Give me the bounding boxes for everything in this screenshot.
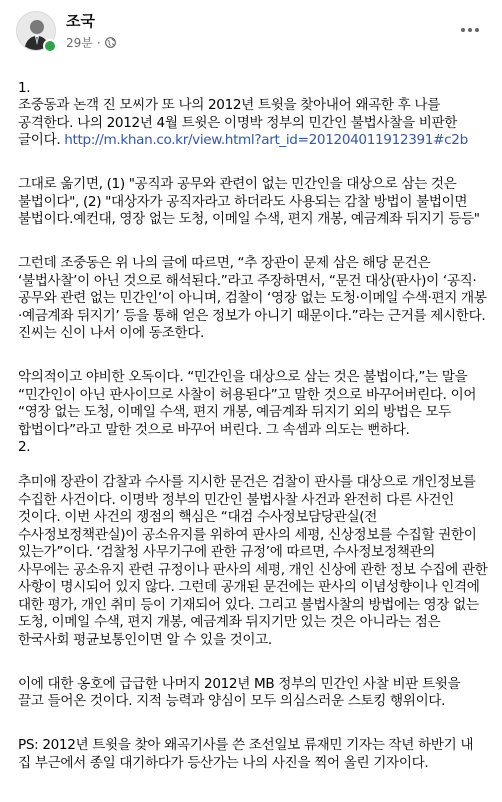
meta-separator: · (96, 35, 101, 50)
author-name[interactable]: 조국 (66, 12, 95, 30)
post-body (18, 62, 488, 799)
globe-icon[interactable] (105, 37, 116, 48)
more-options-icon[interactable] (458, 20, 482, 40)
post-paragraph-7: PS: 2012년 트윗을 찾아 왜곡기사를 쓴 조선일보 류재민 기자는 작년 하반기 내 집 부근에서 종일 대기하다가 등산가는 나의 사진을 찍어 올린 기자이다. (18, 737, 474, 771)
post-meta (66, 34, 116, 51)
paragraph-text: 1. 조중동과 논객 진 모씨가 또 나의 2012년 트윗을 찾아내어 왜곡한 후 나를 공격한다. 나의 2012년 4월 트윗은 이명박 정부의 민간인 불법사찰을 비판한 글이다. (18, 79, 458, 148)
post-time[interactable]: 29분 (66, 36, 93, 50)
post-paragraph-6: 이에 대한 옹호에 급급한 나머지 2012년 MB 정부의 민간인 사찰 비판 트윗을 끌고 들어온 것이다. 지적 능력과 양심이 모두 의심스러운 스토킹 행위이다. (18, 675, 461, 709)
more-dot (475, 28, 479, 32)
post-paragraph-1 (18, 80, 488, 150)
more-dot (461, 28, 465, 32)
post-paragraph-2: 그대로 옮기면, (1) "공직과 공무와 관련이 없는 민간인을 대상으로 삼는 것은 불법이다", (2) "대상자가 공직자라고 하더라도 사용되는 감찰 방법이 불법이면 불법이다.예컨대, 영장 없는 도청, 이메일 수색, 편지 개봉, 예금계좌 뒤지기 등등" (18, 176, 480, 227)
article-link[interactable]: http://m.khan.co.kr/view.html?art_id=201204011912391#c2b (64, 132, 468, 148)
post-header (0, 0, 502, 62)
post-paragraph-4: 악의적이고 야비한 오독이다. “민간인을 대상으로 삼는 것은 불법이다,”는 말을 “민간인이 아닌 판사이므로 사찰이 허용된다”고 말한 것으로 바꾸어버린다. 이어 “영장 없는 도청, 이메일 수색, 편지 개봉, 예금계좌 뒤지기 외의 방법은 모두 합법이다”라고 말한 것으로 바꾸어 버린다. 그 속셈과 의도는 뻔하다. 2. (18, 369, 477, 455)
more-dot (468, 28, 472, 32)
post-paragraph-3: 그런데 조중동은 위 나의 글에 따르면, “추 장관이 문제 삼은 해당 문건은 ‘불법사찰’이 아닌 것으로 해석된다.”라고 주장하면서, “문건 대상(판사)이 ‘공직·공무와 관련 없는 민간인’이 아니며, 검찰이 ‘영장 없는 도청·이메일 수색·편지 개봉·예금계좌 뒤지기’ 등을 통해 얻은 정보가 아니기 때문이다.”라는 근거를 제시한다. 진씨는 신이 나서 이에 동조한다. (18, 255, 487, 341)
post-paragraph-5: 추미애 장관이 감찰과 수사를 지시한 문건은 검찰이 판사를 대상으로 개인정보를 수집한 사건이다. 이명박 정부의 민간인 불법사찰 사건과 완전히 다른 사건인 것이다. 이번 사건의 쟁점의 핵심은 “대검 수사정보담당관실(전 수사정보정책관실)이 공소유지를 위하여 판사의 세평, 신상정보를 수집할 권한이 있는가”이다. ‘검찰청 사무기구에 관한 규정’에 따르면, 수사정보정책관의 사무에는 공소유지 관련 규정이나 판사의 세평, 개인 신상에 관한 정보 수집에 관한 사항이 명시되어 있지 않다. 그런데 공개된 문건에는 판사의 이념성향이나 인격에 대한 평가, 개인 취미 등이 기재되어 있다. 그리고 불법사찰의 방법에는 영장 없는 도청, 이메일 수색, 편지 개봉, 예금계좌 뒤지기만 있는 것은 아니라는 점은 한국사회 평균보통인이면 알 수 있을 것이고. (18, 474, 488, 648)
online-status-indicator (43, 39, 57, 53)
